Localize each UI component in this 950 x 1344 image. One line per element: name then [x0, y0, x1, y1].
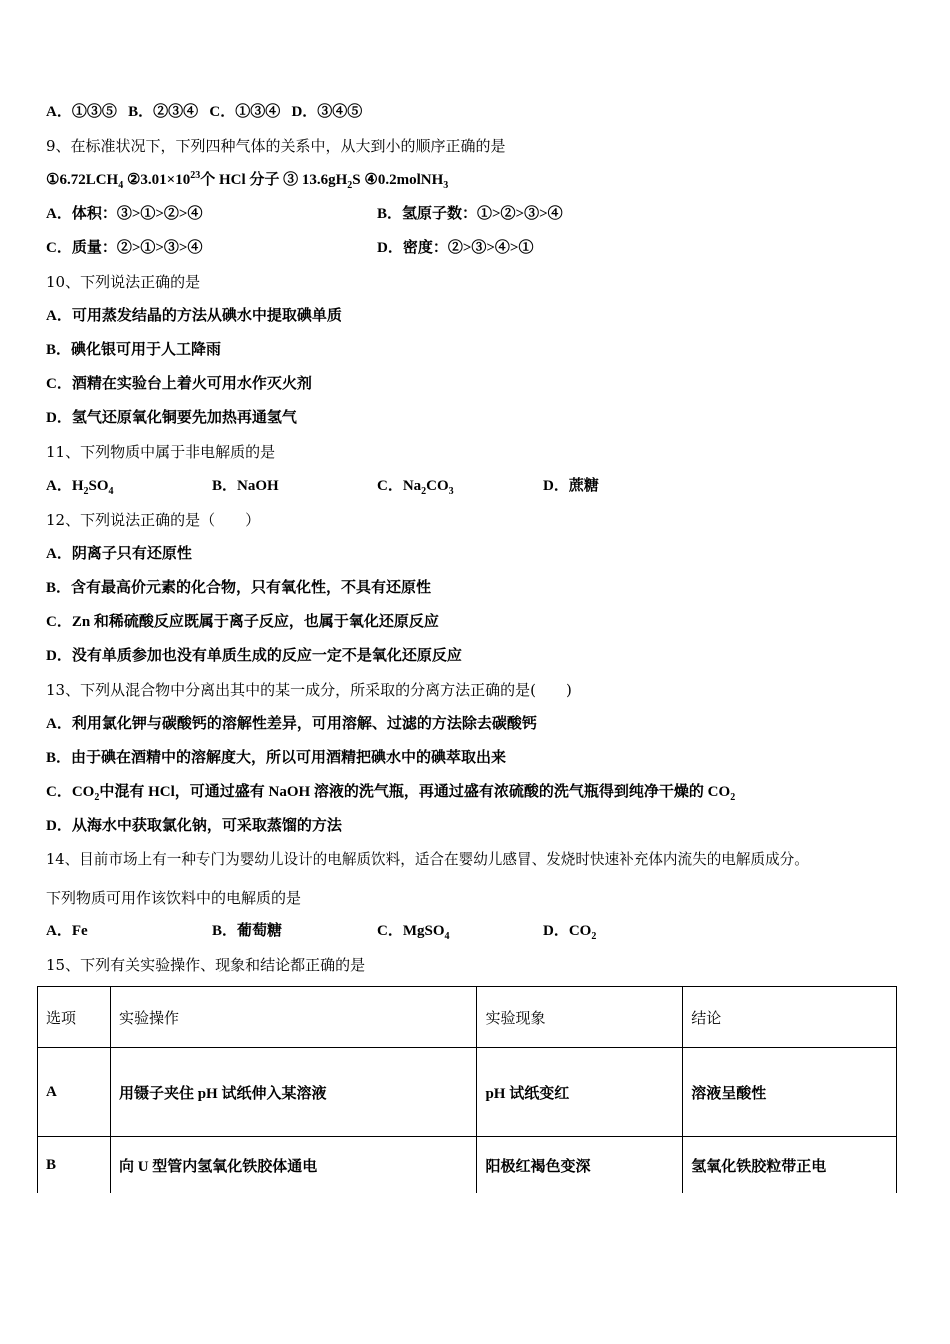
q10-option-d: D．氢气还原氧化铜要先加热再通氢气	[46, 410, 297, 426]
q10-option-a: A．可用蒸发结晶的方法从碘水中提取碘单质	[46, 308, 342, 324]
q14-option-b: B．葡萄糖	[212, 923, 283, 939]
q9-option-d: D．密度：②>③>④>①	[377, 240, 534, 256]
q13-option-d: D．从海水中获取氯化钠，可采取蒸馏的方法	[46, 818, 342, 834]
q11-option-b: B．NaOH	[212, 478, 279, 494]
cell-option: A	[38, 1048, 111, 1137]
q8-option-d: D．③④⑤	[291, 104, 363, 120]
header-phenomenon: 实验现象	[477, 987, 683, 1048]
q13-option-c: C．$CO_2$中混有 HCl，可通过盛有 NaOH 溶液的洗气瓶，再通过盛有浓硫酸的洗气瓶得到纯净干燥的 $CO_2$	[46, 784, 736, 803]
q9-option-c: C．质量：②>①>③>④	[46, 240, 203, 256]
q9-items: $①6.72LCH_4$ $②3.01\times 10^{23}$个 HCl 分子 ③ $13.6gH_2S$ ④0.2molNH$_3$	[46, 170, 449, 191]
q11-option-d: D．蔗糖	[543, 478, 599, 494]
q8-options	[46, 102, 362, 122]
cell-operation: 向 U 型管内氢氧化铁胶体通电	[110, 1137, 477, 1194]
q9-option-b: B．氢原子数：①>②>③>④	[377, 206, 563, 222]
q12-option-a: A．阴离子只有还原性	[46, 546, 192, 562]
q10-option-b: B．碘化银可用于人工降雨	[46, 342, 222, 358]
q11-option-c: C．$Na_2CO_3$	[377, 478, 454, 497]
cell-phenomenon: 阳极红褐色变深	[477, 1137, 683, 1194]
q14-stem-line1: 14、目前市场上有一种专门为婴幼儿设计的电解质饮料，适合在婴幼儿感冒、发烧时快速补充体内流失的电解质成分。	[46, 851, 809, 868]
table-row	[38, 1048, 897, 1137]
q13-option-a: A．利用氯化钾与碳酸钙的溶解性差异，可用溶解、过滤的方法除去碳酸钙	[46, 716, 537, 732]
q8-option-b: B．②③④	[128, 104, 199, 120]
q8-option-c: C．①③④	[209, 104, 281, 120]
q11-option-a: A．$H_2SO_4$	[46, 478, 114, 497]
cell-phenomenon: pH 试纸变红	[477, 1048, 683, 1137]
header-operation: 实验操作	[110, 987, 477, 1048]
q14-option-d: D．$CO_2$	[543, 923, 597, 942]
cell-operation: 用镊子夹住 pH 试纸伸入某溶液	[110, 1048, 477, 1137]
q15-stem: 15、下列有关实验操作、现象和结论都正确的是	[46, 956, 366, 974]
cell-option: B	[38, 1137, 111, 1194]
cell-conclusion: 溶液呈酸性	[683, 1048, 897, 1137]
q12-option-d: D．没有单质参加也没有单质生成的反应一定不是氧化还原反应	[46, 648, 462, 664]
q10-stem: 10、下列说法正确的是	[46, 273, 201, 291]
q14-option-a: A．Fe	[46, 923, 88, 939]
q13-option-b: B．由于碘在酒精中的溶解度大，所以可用酒精把碘水中的碘萃取出来	[46, 750, 507, 766]
experiment-table	[37, 986, 897, 1193]
cell-conclusion: 氢氧化铁胶粒带正电	[683, 1137, 897, 1194]
table-header-row	[38, 987, 897, 1048]
table-row	[38, 1137, 897, 1194]
q12-stem: 12、下列说法正确的是（ ）	[46, 511, 261, 529]
page-bottom-whitespace	[0, 1193, 950, 1344]
header-conclusion: 结论	[683, 987, 897, 1048]
q9-stem: 9、在标准状况下，下列四种气体的关系中，从大到小的顺序正确的是	[46, 137, 506, 155]
q12-option-b: B．含有最高价元素的化合物，只有氧化性，不具有还原性	[46, 580, 432, 596]
q10-option-c: C．酒精在实验台上着火可用水作灭火剂	[46, 376, 312, 392]
q14-stem-line2: 下列物质可用作该饮料中的电解质的是	[46, 889, 302, 907]
q14-option-c: C．MgSO$_4$	[377, 923, 450, 942]
q9-option-a: A．体积：③>①>②>④	[46, 206, 203, 222]
header-option: 选项	[38, 987, 111, 1048]
q11-stem: 11、下列物质中属于非电解质的是	[46, 443, 276, 461]
q12-option-c: C．Zn 和稀硫酸反应既属于离子反应，也属于氧化还原反应	[46, 614, 439, 630]
q13-stem: 13、下列从混合物中分离出其中的某一成分，所采取的分离方法正确的是( )	[46, 681, 572, 699]
q8-option-a: A．①③⑤	[46, 104, 117, 120]
